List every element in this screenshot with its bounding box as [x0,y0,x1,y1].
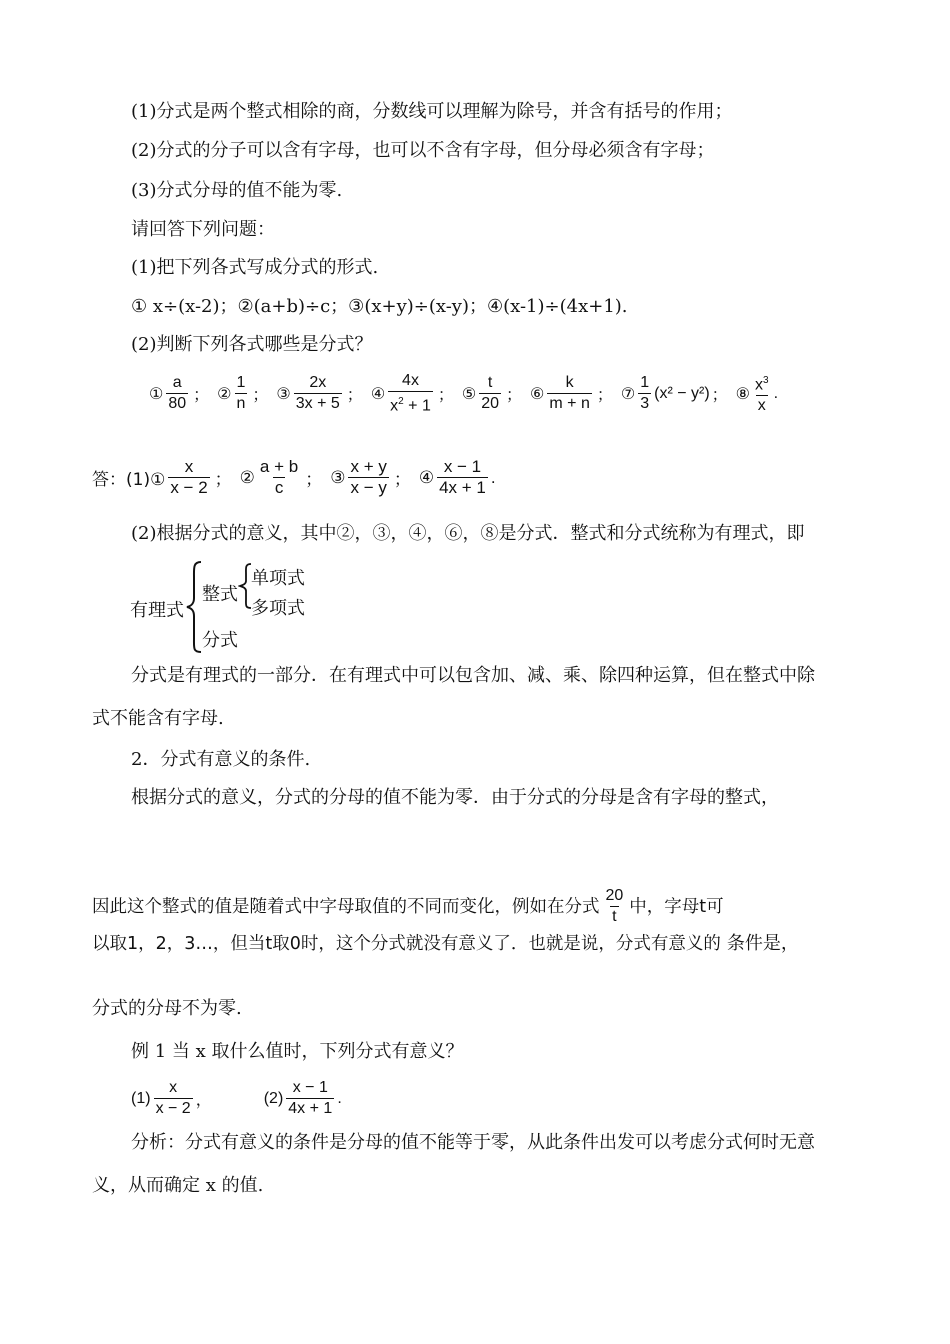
text-line-2: (2)分式的分子可以含有字母，也可以不含有字母，但分母必须含有字母； [131,140,715,161]
answer-fractions-row: 答：(1)① $\frac{x}{x - 2}$ ； ② $\frac{a + b}{c}$ ； ③ $\frac{x + y}{x - y}$ ； ④ $\frac{x - 1}{4x + 1}$ . [92,457,496,497]
text-line-11: 2．分式有意义的条件. [131,749,311,770]
item-marker: ⑤ [461,385,477,403]
text-line-10: 式不能含有字母. [92,708,224,729]
item-marker: ⑦ [620,385,636,403]
text-line-4: 请回答下列问题： [131,219,275,240]
text-line-7: (2)判断下列各式哪些是分式？ [131,334,373,355]
fraction: $\frac{20}{t}$ [605,887,624,925]
tree-danxiang: 单项式 [251,568,305,589]
fraction: $\frac{4x}{x^2 + 1}$ [390,372,431,415]
answer-label: 答：(1)① [92,470,166,490]
fraction: $\frac{x}{x - 2}$ [155,1079,191,1117]
text-line-8: (2)根据分式的意义，其中②，③，④，⑥，⑧是分式．整式和分式统称为有理式，即 [131,523,805,544]
text-line-13: 因此这个整式的值是随着式中字母取值的不同而变化，例如在分式 $\frac{20}{t}$ 中，字母t可 [92,887,724,925]
fraction: $\frac{1}{3}$ [640,374,650,413]
text-line-6: ① x÷(x-2)；②(a+b)÷c；③(x+y)÷(x-y)；④(x-1)÷(4x+1). [131,296,628,317]
question-fractions-row: ① $\frac{a}{80}$ ； ② $\frac{1}{n}$ ； ③ $\frac{2x}{3x + 5}$ ； ④ $\frac{4x}{x^2 + 1}$ ； ⑤ $\frac{t}{20}$ ； ⑥ $\frac{k}{m + n}$ ； ⑦ $\frac{1}{3}$ (x² − y²) ； ⑧ $\frac{x^3}{x}$ . [149,372,779,415]
fraction-tail: (x² − y²) [654,384,710,402]
fraction: $\frac{1}{n}$ [236,374,246,413]
item-marker: ② [239,467,255,487]
tree-zhengshi: 整式 [202,584,238,605]
fraction: $\frac{x - 1}{4x + 1}$ [439,457,486,497]
tree-fenshi: 分式 [202,630,238,651]
tree-root: 有理式 [130,600,184,621]
text-line-9: 分式是有理式的一部分．在有理式中可以包含加、减、乘、除四种运算，但在整式中除 [131,665,815,686]
fraction: $\frac{x + y}{x - y}$ [350,457,387,497]
example-fractions-row: (1) $\frac{x}{x - 2}$ ， (2) $\frac{x - 1}{4x + 1}$ . [131,1079,342,1117]
tree-duoxiang: 多项式 [251,598,305,619]
fraction: $\frac{t}{20}$ [481,374,500,413]
fraction: $\frac{a}{80}$ [168,374,187,413]
text-line-12: 根据分式的意义，分式的分母的值不能为零．由于分式的分母是含有字母的整式， [131,787,779,808]
text-line-5: (1)把下列各式写成分式的形式. [131,257,379,278]
fraction: $\frac{k}{m + n}$ [549,374,590,413]
fraction: $\frac{x - 1}{4x + 1}$ [288,1079,333,1117]
text-line-3: (3)分式分母的值不能为零. [131,180,343,201]
fraction: $\frac{a + b}{c}$ [259,457,299,497]
item-marker: ① [149,385,164,403]
text-line-17: 分析：分式有意义的条件是分母的值不能等于零，从此条件出发可以考虑分式何时无意 [131,1132,815,1153]
item-marker: ⑧ [735,385,751,403]
item-marker: ② [217,385,232,403]
item-marker: ④ [370,385,386,403]
rational-expression-tree [130,560,350,656]
text-line-14: 以取1，2，3…，但当t取0时，这个分式就没有意义了．也就是说，分式有意义的 条件是， [92,933,799,954]
fraction: $\frac{x^3}{x}$ [755,375,769,415]
text-line-18: 义，从而确定 x 的值. [92,1175,264,1196]
text-line-1: (1)分式是两个整式相除的商，分数线可以理解为除号，并含有括号的作用； [131,101,733,122]
item-marker: ⑥ [530,385,545,403]
text-line-16: 例 1 当 x 取什么值时，下列分式有意义？ [131,1041,464,1062]
text-line-15: 分式的分母不为零. [92,998,242,1019]
item-marker: ④ [418,467,435,487]
item-marker: ③ [276,385,291,403]
fraction: $\frac{2x}{3x + 5}$ [295,374,340,413]
fraction: $\frac{x}{x - 2}$ [170,457,208,497]
item-marker: ③ [330,467,346,487]
